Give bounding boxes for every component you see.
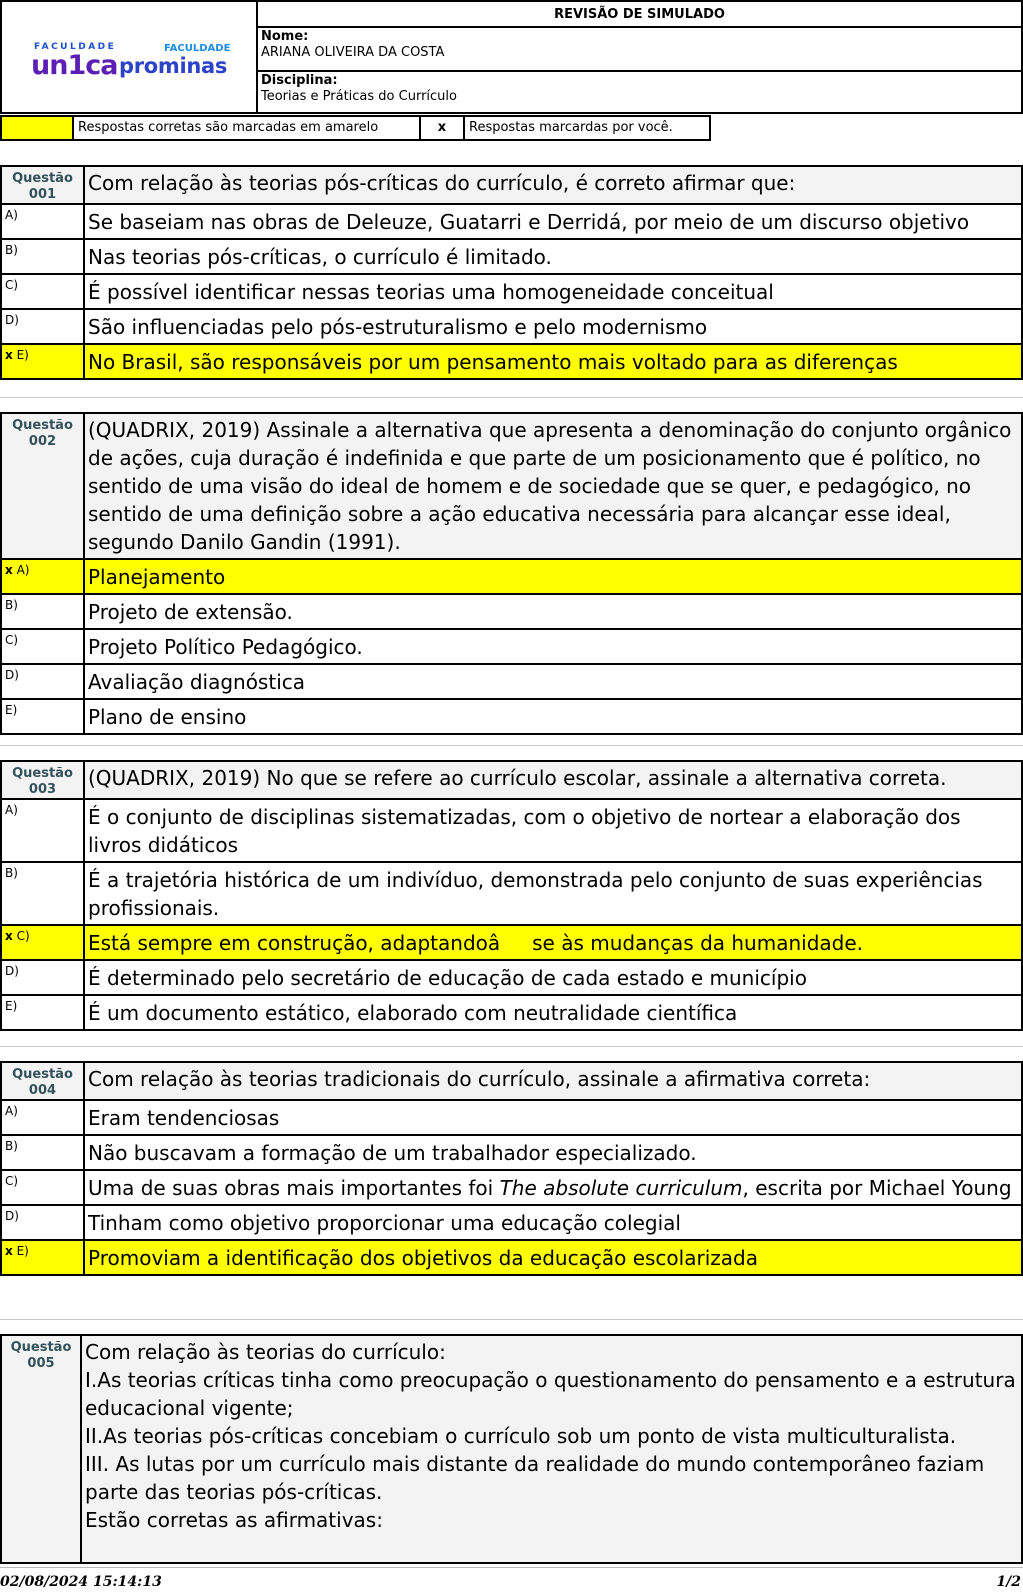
- option-letter: B): [5, 1139, 18, 1153]
- option-row[interactable]: [1, 1170, 1022, 1205]
- option-text: É determinado pelo secretário de educação de cada estado e município: [84, 960, 1022, 995]
- question-number: Questão 003: [1, 761, 84, 799]
- option-text: É o conjunto de disciplinas sistematizadas, com o objetivo de nortear a elaboração dos livros didáticos: [84, 799, 1022, 862]
- option-text: Uma de suas obras mais importantes foi The absolute curriculum, escrita por Michael Young: [84, 1170, 1022, 1205]
- question-stem: Com relação às teorias tradicionais do currículo, assinale a afirmativa correta:: [84, 1062, 1022, 1100]
- option-letter: E): [5, 999, 18, 1013]
- option-row[interactable]: [1, 1135, 1022, 1170]
- option-text: Plano de ensino: [84, 699, 1022, 734]
- question-stem: (QUADRIX, 2019) Assinale a alternativa que apresenta a denominação do conjunto orgânico de ações, cuja duração é indefinida e que parte de um posicionamento que é político, no sentido de uma visão do ideal de homem e de sociedade que se quer, e pedagógico, no sentido de uma definição sobre a ação educativa necessária para alcançar esse ideal, segundo Danilo Gandin (1991).: [84, 413, 1022, 559]
- option-text: Avaliação diagnóstica: [84, 664, 1022, 699]
- option-row[interactable]: [1, 239, 1022, 274]
- option-letter: D): [5, 668, 19, 682]
- option-text: Eram tendenciosas: [84, 1100, 1022, 1135]
- faculdade-unica-prominas-logo: [2, 2, 258, 112]
- option-row[interactable]: [1, 594, 1022, 629]
- option-row[interactable]: [1, 1100, 1022, 1135]
- question-stem: Com relação às teorias do currículo: I.As teorias críticas tinha como preocupação o questionamento do pensamento e a estrutura educacional vigente; II.As teorias pós-críticas concebiam o currículo sob um ponto de vista multiculturalista. III. As lutas por um currículo mais distante da realidade do mundo contemporâneo faziam parte das teorias pós-críticas. Estão corretas as afirmativas:: [81, 1335, 1022, 1563]
- separator: [0, 745, 1023, 746]
- legend-yours-text: Respostas marcardas por você.: [463, 115, 711, 141]
- logo-unica-text: un1ca: [31, 50, 118, 81]
- legend-yellow-swatch: [0, 115, 74, 141]
- legend-mark: x: [419, 115, 465, 141]
- student-name-box: [256, 26, 1023, 72]
- option-letter: B): [5, 598, 18, 612]
- answer-legend: [0, 115, 711, 141]
- discipline-box: [256, 70, 1023, 114]
- question-004: [0, 1061, 1023, 1276]
- option-text: Projeto Político Pedagógico.: [84, 629, 1022, 664]
- option-row-selected[interactable]: [1, 1240, 1022, 1275]
- option-letter: A): [16, 563, 30, 577]
- option-text: É um documento estático, elaborado com neutralidade científica: [84, 995, 1022, 1030]
- name-label: Nome:: [261, 29, 309, 44]
- option-row[interactable]: [1, 699, 1022, 734]
- option-text: Não buscavam a formação de um trabalhador especializado.: [84, 1135, 1022, 1170]
- selected-mark: x: [5, 348, 13, 362]
- question-001: [0, 165, 1023, 380]
- option-letter: E): [16, 1244, 29, 1258]
- discipline-label: Disciplina:: [261, 73, 338, 88]
- option-row[interactable]: [1, 1205, 1022, 1240]
- question-002: [0, 412, 1023, 735]
- question-number: Questão 004: [1, 1062, 84, 1100]
- discipline-value: Teorias e Práticas do Currículo: [261, 89, 457, 104]
- name-value: ARIANA OLIVEIRA DA COSTA: [261, 45, 445, 60]
- option-text: Promoviam a identificação dos objetivos da educação escolarizada: [84, 1240, 1022, 1275]
- option-text: São influenciadas pelo pós-estruturalismo e pelo modernismo: [84, 309, 1022, 344]
- book-title: The absolute curriculum: [499, 1176, 743, 1200]
- option-row[interactable]: [1, 309, 1022, 344]
- option-letter: C): [5, 633, 19, 647]
- option-letter: D): [5, 964, 19, 978]
- institution-logo-box: [0, 0, 258, 114]
- option-text: Está sempre em construção, adaptandoâse às mudanças da humanidade.: [84, 925, 1022, 960]
- option-letter: B): [5, 866, 18, 880]
- option-letter: C): [5, 278, 19, 292]
- option-text: É a trajetória histórica de um indivíduo, demonstrada pelo conjunto de suas experiências profissionais.: [84, 862, 1022, 925]
- option-letter: D): [5, 313, 19, 327]
- footer-divider: [0, 1567, 1023, 1568]
- footer-datetime: 02/08/2024 15:14:13: [0, 1574, 162, 1590]
- option-row[interactable]: [1, 862, 1022, 925]
- option-row-selected[interactable]: [1, 344, 1022, 379]
- option-text: Planejamento: [84, 559, 1022, 594]
- logo-faculdade-text-2: FACULDADE: [164, 43, 231, 54]
- option-row[interactable]: [1, 960, 1022, 995]
- selected-mark: x: [5, 1244, 13, 1258]
- option-letter: A): [5, 208, 18, 222]
- option-letter: A): [5, 1104, 18, 1118]
- separator: [0, 397, 1023, 398]
- option-row[interactable]: [1, 995, 1022, 1030]
- option-letter: E): [16, 348, 29, 362]
- question-number: Questão 005: [1, 1335, 81, 1563]
- option-row[interactable]: [1, 664, 1022, 699]
- option-letter: D): [5, 1209, 19, 1223]
- page-title: REVISÃO DE SIMULADO: [256, 0, 1023, 28]
- option-letter: E): [5, 703, 18, 717]
- selected-mark: x: [5, 563, 13, 577]
- selected-mark: x: [5, 929, 13, 943]
- question-stem: (QUADRIX, 2019) No que se refere ao currículo escolar, assinale a alternativa correta.: [84, 761, 1022, 799]
- option-row-selected[interactable]: [1, 559, 1022, 594]
- option-letter: C): [5, 1174, 19, 1188]
- option-letter: A): [5, 803, 18, 817]
- option-text: Projeto de extensão.: [84, 594, 1022, 629]
- option-text: Se baseiam nas obras de Deleuze, Guatarri e Derridá, por meio de um discurso objetivo: [84, 204, 1022, 239]
- question-number: Questão 001: [1, 166, 84, 204]
- option-row[interactable]: [1, 274, 1022, 309]
- option-text: No Brasil, são responsáveis por um pensamento mais voltado para as diferenças: [84, 344, 1022, 379]
- option-text: Tinham como objetivo proporcionar uma educação colegial: [84, 1205, 1022, 1240]
- option-row[interactable]: [1, 629, 1022, 664]
- question-005: [0, 1334, 1023, 1564]
- question-stem: Com relação às teorias pós-críticas do currículo, é correto afirmar que:: [84, 166, 1022, 204]
- footer-page-number: 1/2: [996, 1574, 1021, 1590]
- question-003: [0, 760, 1023, 1031]
- option-text: Nas teorias pós-críticas, o currículo é limitado.: [84, 239, 1022, 274]
- separator: [0, 1046, 1023, 1047]
- question-number: Questão 002: [1, 413, 84, 559]
- logo-faculdade-text-1: FACULDADE: [34, 42, 117, 52]
- legend-correct-text: Respostas corretas são marcadas em amarelo: [72, 115, 421, 141]
- option-letter: C): [16, 929, 30, 943]
- logo-prominas-text: prominas: [119, 54, 228, 78]
- option-row[interactable]: [1, 204, 1022, 239]
- separator: [0, 1319, 1023, 1320]
- option-text: É possível identificar nessas teorias uma homogeneidade conceitual: [84, 274, 1022, 309]
- option-letter: B): [5, 243, 18, 257]
- option-row[interactable]: [1, 799, 1022, 862]
- option-row-selected[interactable]: [1, 925, 1022, 960]
